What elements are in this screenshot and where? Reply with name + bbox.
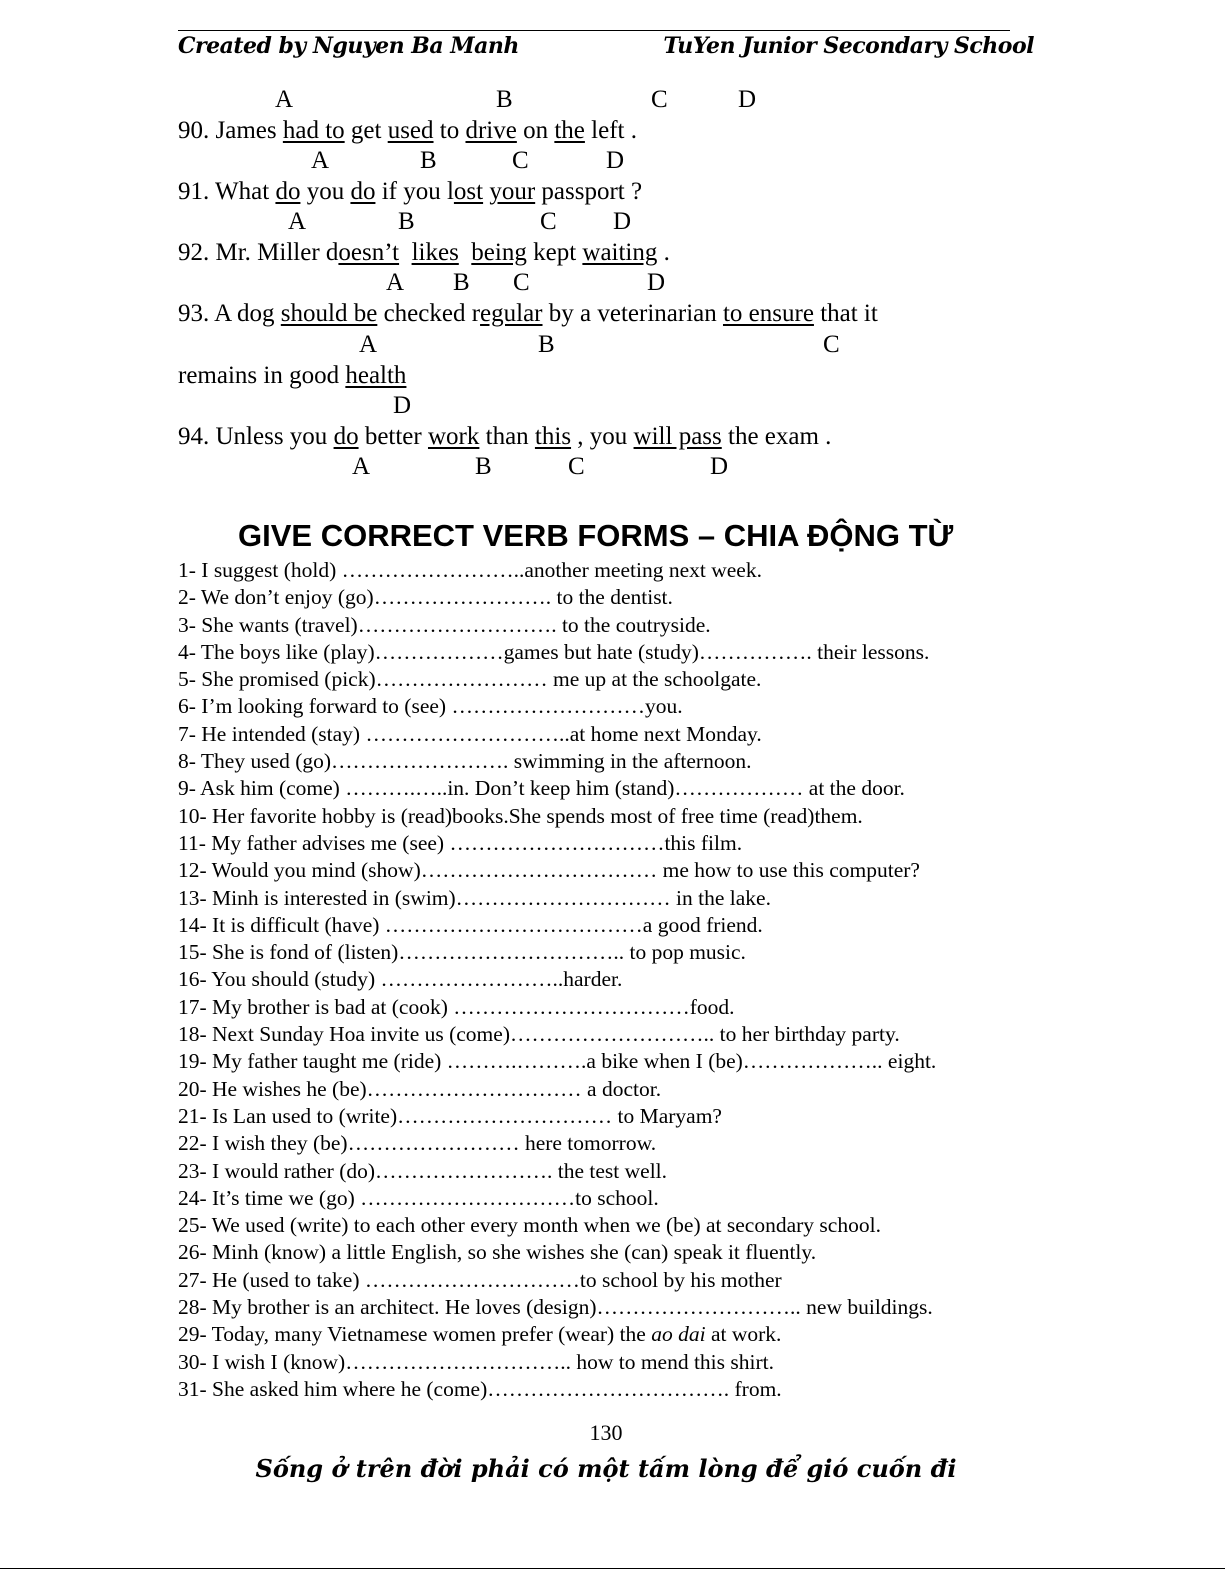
underlined-option-c: to ensure: [722, 300, 814, 327]
answer-letter: B: [398, 208, 415, 235]
answer-letter: D: [647, 269, 666, 296]
underlined-option-c: ost: [453, 178, 484, 205]
question-text: passport ?: [535, 178, 643, 205]
exercise-item: 19- My father taught me (ride) ……….……….a bike when I (be)……………….. eight.: [178, 1049, 937, 1074]
question-text: to: [433, 117, 466, 144]
exercise-item: 15- She is fond of (listen)………………………….. to pop music.: [178, 940, 746, 965]
underlined-option-d: waiting: [582, 239, 658, 266]
question-text: [399, 239, 412, 266]
answer-letter: A: [359, 331, 378, 358]
question-94: [178, 422, 831, 452]
exercise-item: 8- They used (go)……………………. swimming in the afternoon.: [178, 749, 752, 774]
exercise-item: 18- Next Sunday Hoa invite us (come)……………………….. to her birthday party.: [178, 1022, 900, 1047]
question-text: remains in good: [178, 362, 346, 389]
question-text: the exam .: [721, 423, 832, 450]
exercise-item: 12- Would you mind (show)…………………………… me how to use this computer?: [178, 858, 920, 883]
header-school: TuYen Junior Secondary School: [663, 33, 1034, 59]
exercise-item: 22- I wish they (be)…………………… here tomorrow.: [178, 1131, 657, 1156]
question-text: left .: [584, 117, 637, 144]
answer-letters-prev: [178, 85, 1078, 115]
exercise-item: 14- It is difficult (have) ………………………………a good friend.: [178, 912, 763, 937]
underlined-option-a: do: [333, 423, 359, 450]
question-93: [178, 299, 878, 329]
question-text: .: [657, 239, 670, 266]
question-text: James: [209, 117, 283, 144]
answer-letter: C: [651, 86, 668, 113]
question-text: than: [479, 423, 535, 450]
underlined-option-c: being: [471, 239, 527, 266]
exercise-item: 26- Minh (know) a little English, so she wishes she (can) speak it fluently.: [178, 1240, 817, 1265]
answer-letter: D: [606, 147, 625, 174]
answer-letters-93: [178, 330, 1078, 360]
underlined-option-d: health: [345, 362, 407, 389]
underlined-option-c: this: [534, 423, 572, 450]
question-text: get: [344, 117, 388, 144]
exercise-item: 6- I’m looking forward to (see) ………………………you.: [178, 694, 683, 719]
exercise-item: 13- Minh is interested in (swim)………………………… in the lake.: [178, 885, 771, 910]
exercise-item: 29- Today, many Vietnamese women prefer (wear) the ao dai at work.: [178, 1322, 782, 1347]
underlined-option-a: should be: [280, 300, 378, 327]
bottom-divider: [0, 1568, 1225, 1569]
underlined-option-d: your: [489, 178, 536, 205]
underlined-option-d: the: [554, 117, 585, 144]
exercise-item: 21- Is Lan used to (write)………………………… to Maryam?: [178, 1103, 722, 1128]
answer-letter: B: [420, 147, 437, 174]
question-text: if you l: [375, 178, 454, 205]
question-number: 93.: [178, 300, 210, 327]
exercise-item: 16- You should (study) ……………………..harder.: [178, 967, 623, 992]
answer-letters-90: [178, 146, 1078, 176]
exercise-item: 20- He wishes he (be)………………………… a doctor.: [178, 1076, 662, 1101]
answer-letter: C: [540, 208, 557, 235]
page-number: 130: [589, 1420, 623, 1445]
underlined-option-b: do: [350, 178, 376, 205]
answer-letters-93-continuation: [178, 391, 1078, 421]
question-text: , you: [571, 423, 634, 450]
exercise-item: 31- She asked him where he (come)……………………………. from.: [178, 1376, 782, 1401]
answer-letters-91: [178, 207, 1078, 237]
exercise-item: 3- She wants (travel)………………………. to the coutryside.: [178, 612, 711, 637]
exercise-item: 9- Ask him (come) ……….…..in. Don’t keep him (stand)……………… at the door.: [178, 776, 905, 801]
exercise-item: 5- She promised (pick)…………………… me up at the schoolgate.: [178, 667, 762, 692]
question-90: [178, 116, 637, 146]
answer-letter: A: [288, 208, 307, 235]
exercise-item: 30- I wish I (know)………………………….. how to mend this shirt.: [178, 1349, 774, 1374]
answer-letter: A: [311, 147, 330, 174]
section-title: GIVE CORRECT VERB FORMS – CHIA ĐỘNG TỪ: [238, 518, 954, 553]
question-91: [178, 177, 642, 207]
answer-letter: D: [613, 208, 632, 235]
question-text: on: [516, 117, 555, 144]
answer-letter: A: [386, 269, 405, 296]
answer-letter: A: [275, 86, 294, 113]
answer-letter: B: [453, 269, 470, 296]
exercise-item: 28- My brother is an architect. He loves (design)……………………….. new buildings.: [178, 1295, 933, 1320]
answer-letter: C: [512, 147, 529, 174]
page-header: [178, 30, 1034, 59]
question-text: checked r: [377, 300, 481, 327]
exercise-item: 1- I suggest (hold) ……………………..another meeting next week.: [178, 558, 762, 582]
answer-letter: C: [568, 453, 585, 480]
answer-letter: B: [475, 453, 492, 480]
answer-letter: D: [393, 392, 412, 419]
exercise-item: 11- My father advises me (see) …………………………this film.: [178, 830, 743, 855]
answer-letter: D: [738, 86, 757, 113]
answer-letter: C: [823, 331, 840, 358]
underlined-option-a: oesn’t: [338, 239, 400, 266]
answer-letters-94: [178, 452, 1078, 482]
question-text: that it: [813, 300, 878, 327]
underlined-option-c: drive: [465, 117, 517, 144]
question-text: Unless you: [209, 423, 334, 450]
question-text: better: [358, 423, 428, 450]
question-text: A dog: [209, 300, 281, 327]
exercise-item: 27- He (used to take) …………………………to school by his mother: [178, 1267, 782, 1292]
underlined-option-b: likes: [411, 239, 459, 266]
question-text: by a veterinarian: [542, 300, 723, 327]
header-author: Created by Nguyen Ba Manh: [178, 33, 519, 59]
exercise-item: 7- He intended (stay) ………………………..at home next Monday.: [178, 721, 762, 746]
exercise-item: 25- We used (write) to each other every month when we (be) at secondary school.: [178, 1213, 881, 1238]
exercise-item: 2- We don’t enjoy (go)……………………. to the dentist.: [178, 585, 673, 610]
underlined-option-b: used: [387, 117, 434, 144]
answer-letter: B: [496, 86, 513, 113]
question-number: 92.: [178, 239, 210, 266]
question-text: What: [209, 178, 276, 205]
underlined-option-b: egular: [480, 300, 543, 327]
answer-letter: B: [538, 331, 555, 358]
question-92: [178, 238, 670, 268]
question-text: you: [300, 178, 351, 205]
exercise-item: 10- Her favorite hobby is (read)books.She spends most of free time (read)them.: [178, 803, 863, 828]
exercise-item: 17- My brother is bad at (cook) ……………………………food.: [178, 994, 735, 1019]
underlined-option-a: do: [275, 178, 301, 205]
question-number: 94.: [178, 423, 210, 450]
question-93-continuation: [178, 361, 406, 391]
underlined-option-a: had to: [282, 117, 345, 144]
exercise-item: 24- It’s time we (go) …………………………to school.: [178, 1185, 659, 1210]
answer-letter: C: [513, 269, 530, 296]
exercise-item: 4- The boys like (play)………………games but hate (study)……………. their lessons.: [178, 639, 930, 664]
exercise-item: 23- I would rather (do)……………………. the test well.: [178, 1158, 668, 1183]
underlined-option-d: will pass: [633, 423, 722, 450]
question-number: 90.: [178, 117, 210, 144]
question-text: Mr. Miller d: [209, 239, 339, 266]
question-text: [459, 239, 472, 266]
answer-letters-92: [178, 268, 1078, 298]
answer-letter: D: [710, 453, 729, 480]
exercise-list: [178, 557, 936, 1403]
question-number: 91.: [178, 178, 210, 205]
question-text: kept: [526, 239, 583, 266]
answer-letter: A: [352, 453, 371, 480]
page-footer-motto: Sống ở trên đời phải có một tấm lòng để gió cuốn đi: [255, 1454, 957, 1483]
underlined-option-b: work: [427, 423, 480, 450]
